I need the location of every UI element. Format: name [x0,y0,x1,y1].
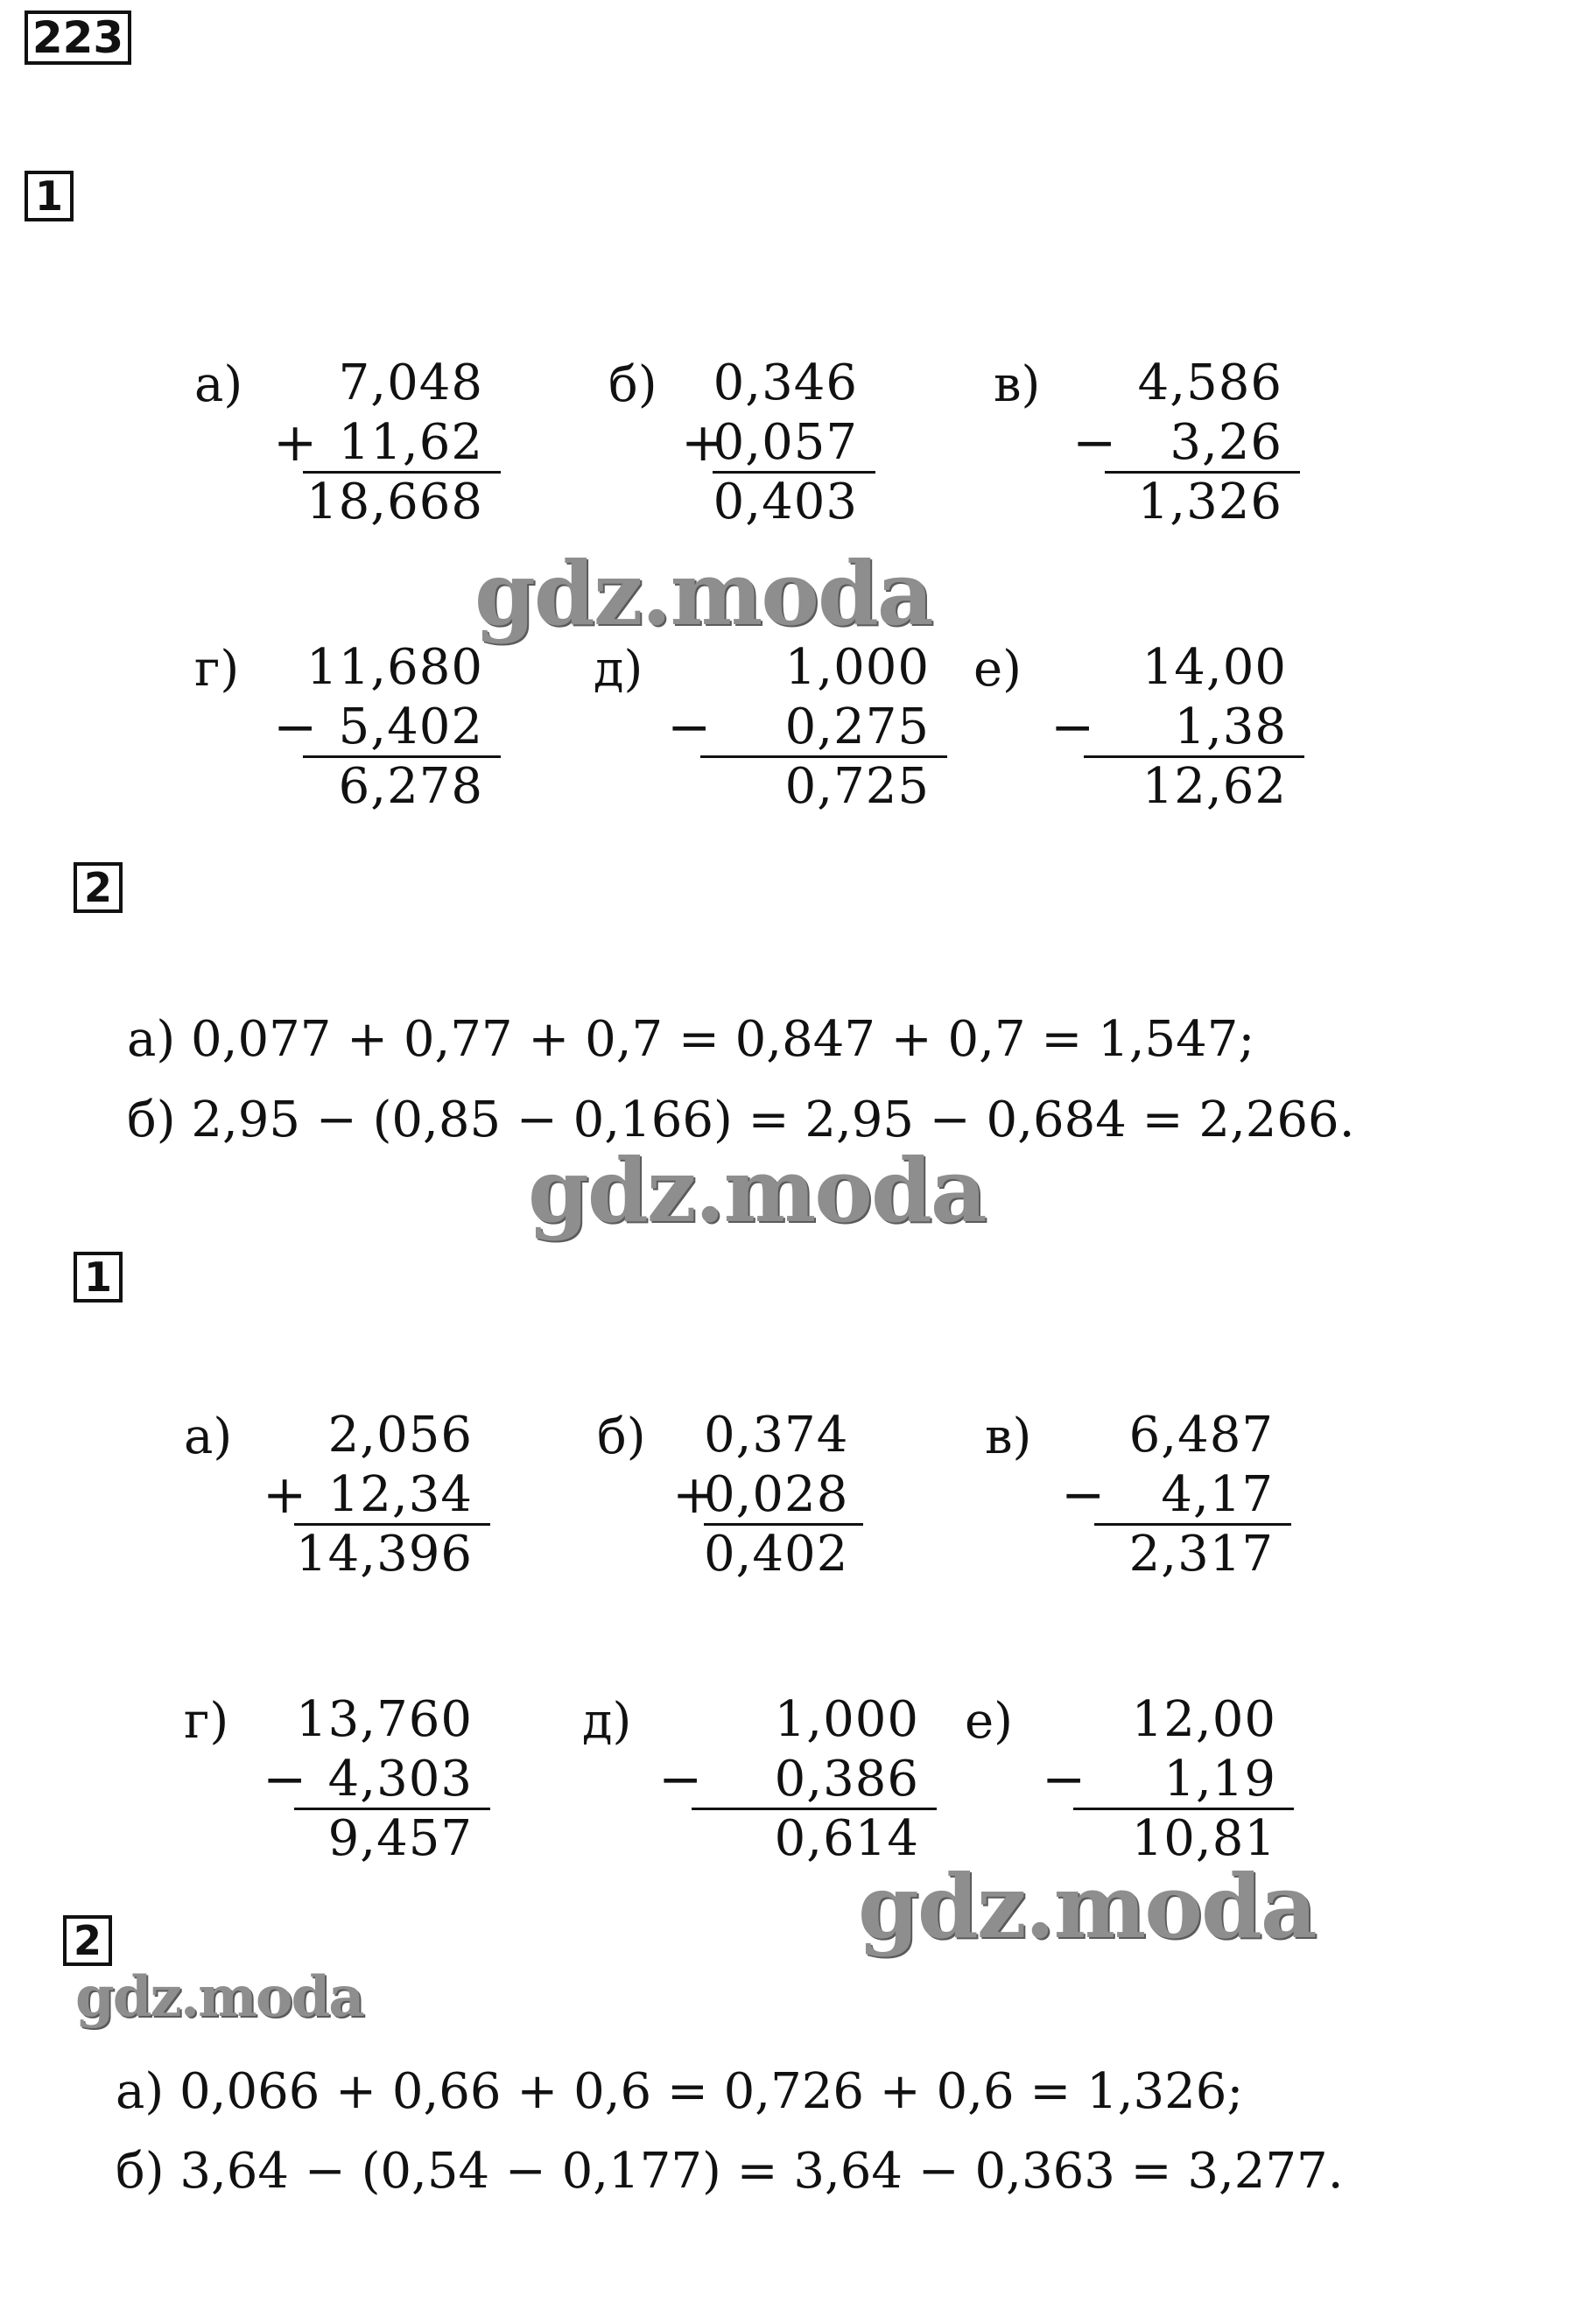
operand-top: 0,374 [704,1407,849,1464]
operand-bottom: 0,028 [704,1466,849,1523]
problem-label: д) [594,641,643,698]
operation-sign: + [273,412,318,474]
operation-sign: − [658,1749,703,1810]
watermark-1: gdz.moda [474,542,932,645]
operation-sign: − [667,697,712,758]
v1-part1-marker: 1 [25,171,74,221]
operand-top: 4,586 [1137,355,1282,411]
operand-top: 6,487 [1128,1407,1274,1464]
result: 6,278 [338,758,483,815]
v2-expression-a: а) 0,066 + 0,66 + 0,6 = 0,726 + 0,6 = 1,326; [116,2063,1244,2120]
operand-bottom: 4,303 [327,1751,473,1808]
operand-bottom: 0,275 [784,699,930,755]
operation-sign: − [1072,412,1117,474]
result: 0,402 [704,1526,849,1583]
v1-expression-b: б) 2,95 − (0,85 − 0,166) = 2,95 − 0,684 = 2,266. [127,1092,1355,1148]
result: 9,457 [327,1810,473,1867]
operation-sign: − [273,697,318,758]
operand-top: 0,346 [713,355,858,411]
operation-sign: − [1042,1749,1086,1810]
problem-label: д) [582,1693,632,1750]
operand-bottom: 12,34 [327,1466,473,1523]
v2-part2-marker: 2 [63,1915,112,1966]
problem-label: а) [194,356,243,413]
operation-sign: − [263,1749,307,1810]
operand-bottom: 0,386 [774,1751,919,1808]
operand-top: 11,680 [306,639,483,696]
result: 18,668 [306,474,483,530]
problem-label: в) [985,1408,1032,1465]
result: 12,62 [1142,758,1287,815]
result: 0,725 [784,758,930,815]
v1-part2-marker: 2 [74,862,123,913]
v2-part1-marker: 1 [74,1252,123,1302]
result: 10,81 [1131,1810,1276,1867]
problem-label: б) [608,356,657,413]
operation-sign: − [1050,697,1095,758]
watermark-3: gdz.moda [858,1855,1316,1958]
problem-label: в) [994,356,1041,413]
problem-label: б) [597,1408,646,1465]
operand-top: 7,048 [338,355,483,411]
operand-top: 1,000 [774,1691,919,1748]
task-number-box [25,11,131,65]
problem-label: г) [184,1693,229,1750]
operand-bottom: 3,26 [1170,414,1282,471]
operand-top: 2,056 [327,1407,473,1464]
operand-bottom: 4,17 [1161,1466,1274,1523]
problem-label: е) [973,641,1022,698]
operand-top: 14,00 [1142,639,1287,696]
problem-label: г) [194,641,240,698]
operand-bottom: 1,38 [1174,699,1287,755]
operand-top: 12,00 [1131,1691,1276,1748]
watermark-2: gdz.moda [528,1139,986,1242]
result: 2,317 [1128,1526,1274,1583]
operation-sign: − [1061,1464,1106,1526]
operand-bottom: 1,19 [1163,1751,1276,1808]
operation-sign: + [681,412,726,474]
operand-top: 13,760 [296,1691,473,1748]
task-number: 223 [32,12,124,63]
operation-sign: + [672,1464,717,1526]
operand-top: 1,000 [784,639,930,696]
operand-bottom: 5,402 [338,699,483,755]
v1-expression-a: а) 0,077 + 0,77 + 0,7 = 0,847 + 0,7 = 1,547; [127,1011,1255,1068]
problem-label: а) [184,1408,233,1465]
result: 0,614 [774,1810,919,1867]
watermark-4: gdz.moda [75,1964,363,2030]
result: 14,396 [296,1526,473,1583]
operand-bottom: 0,057 [713,414,858,471]
result: 1,326 [1137,474,1282,530]
result: 0,403 [713,474,858,530]
operand-bottom: 11,62 [338,414,483,471]
problem-label: е) [965,1693,1013,1750]
v2-expression-b: б) 3,64 − (0,54 − 0,177) = 3,64 − 0,363 = 3,277. [116,2143,1344,2200]
operation-sign: + [263,1464,307,1526]
